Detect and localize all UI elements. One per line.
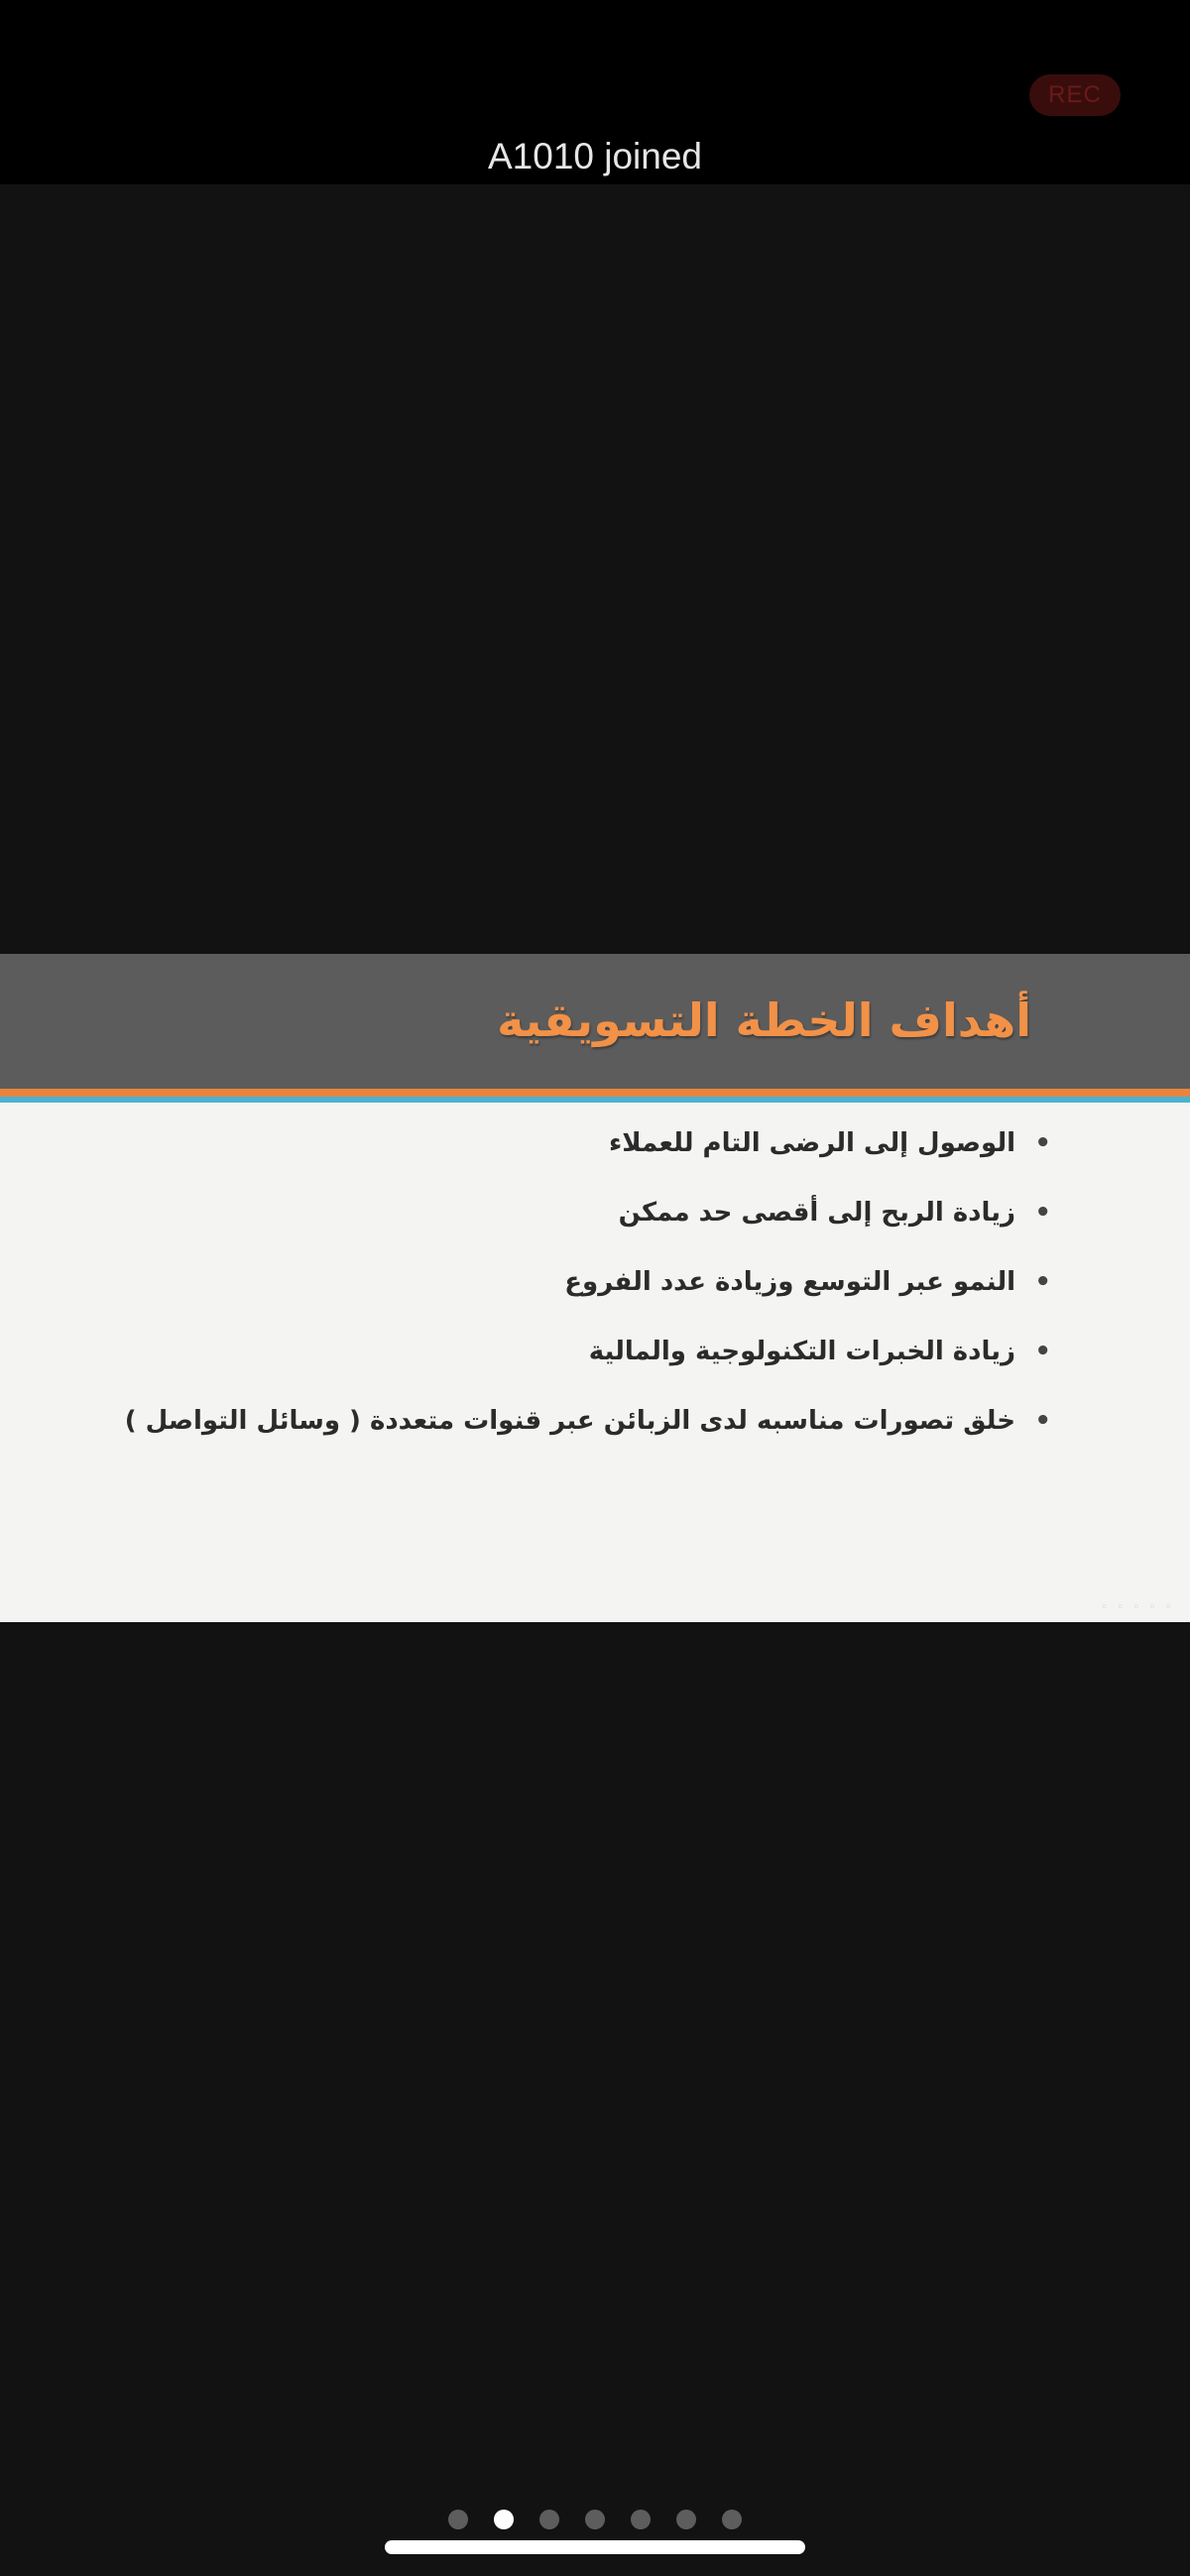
bullet-text: زيادة الخبرات التكنولوجية والمالية bbox=[588, 1337, 1015, 1366]
page-dot-active[interactable] bbox=[494, 2510, 514, 2529]
page-dot[interactable] bbox=[631, 2510, 651, 2529]
slide-bullet bbox=[119, 1400, 1051, 1442]
shared-slide[interactable] bbox=[0, 954, 1190, 1622]
page-dot[interactable] bbox=[539, 2510, 559, 2529]
slide-divider-orange bbox=[0, 1089, 1190, 1097]
bullet-dot-icon: • bbox=[1034, 1128, 1051, 1158]
bullet-dot-icon: • bbox=[1034, 1198, 1051, 1228]
top-bar bbox=[0, 0, 1190, 184]
slide-bullet bbox=[119, 1261, 1051, 1303]
bullet-dot-icon: • bbox=[1034, 1337, 1051, 1366]
slide-toolbar-faint: ◦ ◦ ◦ ◦ ◦ bbox=[1101, 1598, 1174, 1615]
page-dot[interactable] bbox=[448, 2510, 468, 2529]
slide-bullet bbox=[119, 1331, 1051, 1372]
slide-bullet-list bbox=[119, 1122, 1051, 1469]
bullet-dot-icon: • bbox=[1034, 1267, 1051, 1297]
slide-bullet bbox=[119, 1192, 1051, 1233]
page-dot[interactable] bbox=[585, 2510, 605, 2529]
page-dot[interactable] bbox=[722, 2510, 742, 2529]
page-dot[interactable] bbox=[676, 2510, 696, 2529]
slide-divider-blue bbox=[0, 1097, 1190, 1103]
participant-joined-notice: A1010 joined bbox=[487, 136, 703, 176]
home-indicator[interactable] bbox=[385, 2540, 805, 2554]
slide-header bbox=[0, 954, 1190, 1089]
bullet-text: الوصول إلى الرضى التام للعملاء bbox=[608, 1128, 1015, 1158]
bullet-text: النمو عبر التوسع وزيادة عدد الفروع bbox=[564, 1267, 1015, 1297]
page-indicator[interactable] bbox=[0, 2507, 1190, 2532]
bullet-text: زيادة الربح إلى أقصى حد ممكن bbox=[618, 1198, 1015, 1228]
slide-title: أهداف الخطة التسويقية bbox=[497, 994, 1031, 1047]
recording-badge: REC bbox=[1029, 74, 1121, 116]
bullet-text: خلق تصورات مناسبه لدى الزبائن عبر قنوات متعددة ( وسائل التواصل ) bbox=[124, 1406, 1015, 1436]
slide-bullet bbox=[119, 1122, 1051, 1164]
bullet-dot-icon: • bbox=[1034, 1406, 1051, 1436]
